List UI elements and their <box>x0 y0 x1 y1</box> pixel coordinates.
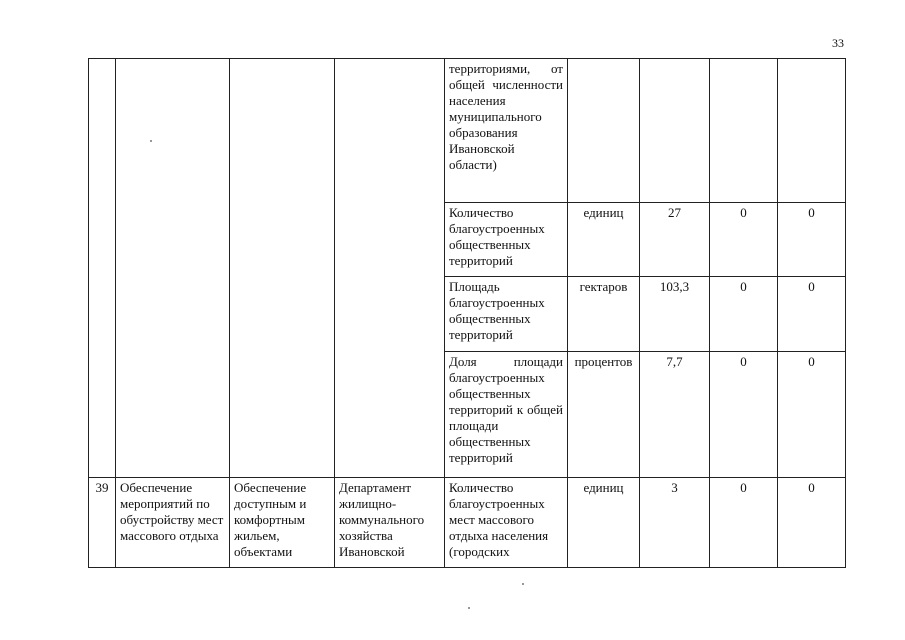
table-row <box>89 478 846 568</box>
value-cell-3: 0 <box>778 203 846 277</box>
unit-cell: единиц <box>568 478 640 568</box>
scan-speck <box>522 583 524 585</box>
event-cell <box>116 59 230 478</box>
indicator-cell: Доля площади благоустроенных общественных территорий к общей площади общественных территорий <box>445 352 568 478</box>
scan-speck <box>468 607 470 609</box>
value-cell-3: 0 <box>778 352 846 478</box>
value-cell-2: 0 <box>710 203 778 277</box>
value-cell-3: 0 <box>778 478 846 568</box>
indicator-cell: Количество благоустроенных общественных территорий <box>445 203 568 277</box>
indicator-cell: территориями, от общей численности населения муниципального образования Ивановской области) <box>445 59 568 203</box>
goal-cell: Обеспечение доступным и комфортным жильем, объектами <box>230 478 335 568</box>
value-cell-1: 27 <box>640 203 710 277</box>
value-cell-3 <box>778 59 846 203</box>
row-number-cell: 39 <box>89 478 116 568</box>
value-cell-2 <box>710 59 778 203</box>
unit-cell: единиц <box>568 203 640 277</box>
value-cell-1: 3 <box>640 478 710 568</box>
value-cell-3: 0 <box>778 277 846 352</box>
indicator-cell: Площадь благоустроенных общественных территорий <box>445 277 568 352</box>
row-number-cell <box>89 59 116 478</box>
value-cell-1: 103,3 <box>640 277 710 352</box>
executor-cell: Департамент жилищно-коммунального хозяйства Ивановской <box>335 478 445 568</box>
executor-cell <box>335 59 445 478</box>
indicator-cell: Количество благоустроенных мест массового отдыха населения (городских <box>445 478 568 568</box>
indicators-table <box>88 58 846 568</box>
value-cell-2: 0 <box>710 352 778 478</box>
value-cell-2: 0 <box>710 478 778 568</box>
event-cell: Обеспечение мероприятий по обустройству мест массового отдыха <box>116 478 230 568</box>
unit-cell: процентов <box>568 352 640 478</box>
scan-speck <box>150 140 152 142</box>
goal-cell <box>230 59 335 478</box>
unit-cell <box>568 59 640 203</box>
unit-cell: гектаров <box>568 277 640 352</box>
value-cell-1: 7,7 <box>640 352 710 478</box>
page-number: 33 <box>832 36 844 50</box>
value-cell-1 <box>640 59 710 203</box>
value-cell-2: 0 <box>710 277 778 352</box>
table-row <box>89 59 846 203</box>
